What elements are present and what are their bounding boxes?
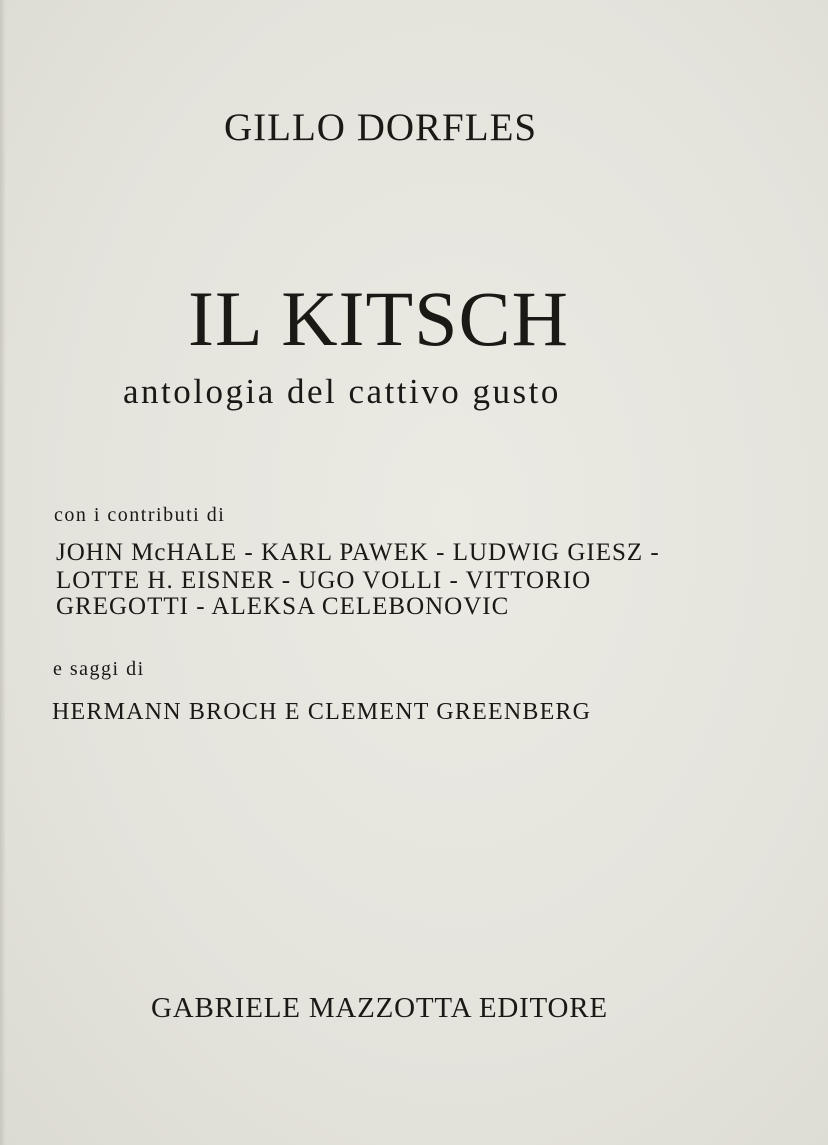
publisher-name: GABRIELE MAZZOTTA EDITORE bbox=[151, 992, 608, 1024]
binding-edge bbox=[0, 0, 6, 1145]
essays-intro: e saggi di bbox=[53, 658, 145, 680]
book-title: IL KITSCH bbox=[188, 275, 569, 362]
book-subtitle: antologia del cattivo gusto bbox=[123, 372, 561, 411]
contributors-line: LOTTE H. EISNER - UGO VOLLI - VITTORIO bbox=[56, 567, 592, 594]
author-name: GILLO DORFLES bbox=[224, 106, 538, 149]
contributors-line: GREGOTTI - ALEKSA CELEBONOVIC bbox=[56, 593, 510, 620]
contributions-intro: con i contributi di bbox=[54, 504, 226, 526]
contributors-line: JOHN McHALE - KARL PAWEK - LUDWIG GIESZ - bbox=[56, 539, 660, 566]
essay-authors: HERMANN BROCH E CLEMENT GREENBERG bbox=[52, 699, 592, 725]
